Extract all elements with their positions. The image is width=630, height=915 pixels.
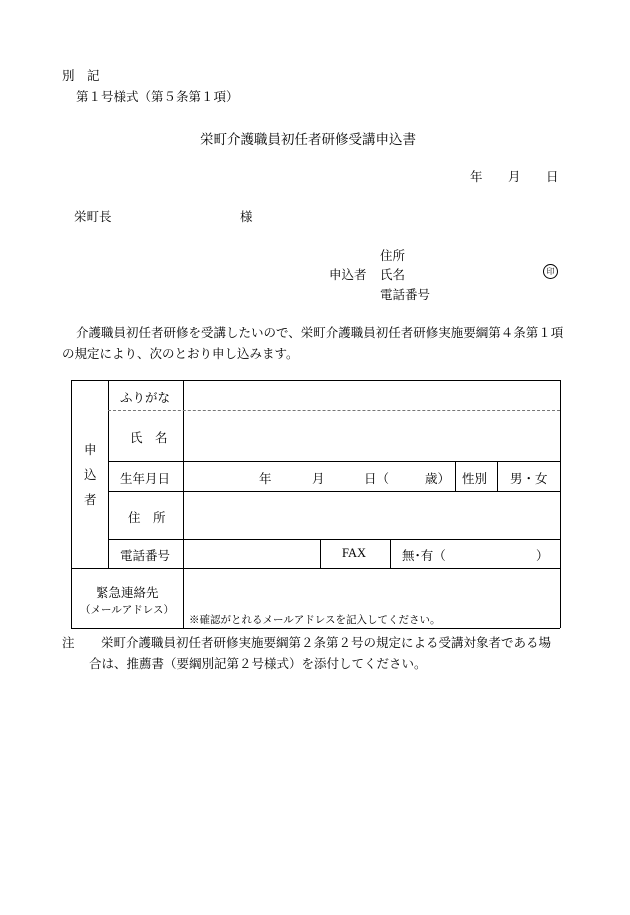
fax-label: FAX bbox=[342, 546, 367, 560]
table-divider-fax-right bbox=[390, 539, 391, 568]
annex-label: 別 記 bbox=[62, 68, 100, 83]
date-year: 年 bbox=[470, 169, 483, 184]
table-divider-gender-label bbox=[455, 461, 456, 491]
table-line-name bbox=[108, 461, 560, 462]
note-line2: 合は、推薦書（要綱別記第２号様式）を添付してください。 bbox=[89, 656, 427, 671]
table-border-bottom bbox=[71, 628, 560, 629]
address-label: 住 所 bbox=[128, 510, 166, 525]
applicant-name-label: 氏名 bbox=[380, 267, 406, 282]
gender-value: 男・女 bbox=[510, 471, 548, 486]
table-border-top bbox=[71, 380, 560, 381]
seal-mark-icon: 印 bbox=[543, 264, 558, 279]
phone-label: 電話番号 bbox=[120, 548, 171, 563]
table-line-address bbox=[108, 539, 560, 540]
applicant-address-label: 住所 bbox=[380, 248, 406, 263]
table-line-birth bbox=[108, 491, 560, 492]
date-day: 日 bbox=[546, 169, 559, 184]
date-month: 月 bbox=[508, 169, 521, 184]
side-label-2: 込 bbox=[84, 467, 97, 482]
note-label: 注 bbox=[62, 635, 75, 650]
side-label-1: 申 bbox=[84, 442, 97, 457]
furigana-label: ふりがな bbox=[120, 390, 171, 405]
applicant-phone-label: 電話番号 bbox=[380, 287, 431, 302]
table-line-phone bbox=[71, 568, 560, 569]
side-label-3: 者 bbox=[84, 492, 97, 507]
addressee-label: 栄町長 bbox=[74, 209, 112, 224]
birth-year: 年 bbox=[259, 471, 272, 486]
body-text-line1: 介護職員初任者研修を受講したいので、栄町介護職員初任者研修実施要綱第４条第１項 bbox=[76, 325, 564, 340]
applicant-label: 申込者 bbox=[329, 267, 367, 282]
birth-label: 生年月日 bbox=[120, 471, 171, 486]
table-divider-label bbox=[183, 380, 184, 628]
table-border-right bbox=[560, 380, 561, 628]
name-label: 氏 名 bbox=[130, 430, 168, 445]
addressee-honorific: 様 bbox=[240, 209, 253, 224]
table-border-left bbox=[71, 380, 72, 628]
birth-age: 歳） bbox=[425, 471, 451, 486]
page-title: 栄町介護職員初任者研修受講申込書 bbox=[200, 132, 416, 148]
fax-value: 無･有（ bbox=[402, 548, 446, 563]
fax-close: ） bbox=[536, 548, 549, 563]
table-dash-furigana bbox=[108, 410, 560, 411]
emergency-label: 緊急連絡先 bbox=[96, 585, 159, 600]
table-divider-gender-value bbox=[497, 461, 498, 491]
gender-label: 性別 bbox=[462, 471, 488, 486]
birth-day: 日（ bbox=[364, 471, 390, 486]
table-divider-fax-left bbox=[320, 539, 321, 568]
emergency-note: ※確認がとれるメールアドレスを記入してください。 bbox=[189, 614, 441, 626]
emergency-sublabel: （メールアドレス） bbox=[80, 604, 174, 616]
body-text-line2: の規定により、次のとおり申し込みます。 bbox=[62, 346, 299, 361]
note-line1: 栄町介護職員初任者研修実施要綱第２条第２号の規定による受講対象者である場 bbox=[101, 635, 552, 650]
birth-month: 月 bbox=[312, 471, 325, 486]
form-number: 第１号様式（第５条第１項） bbox=[76, 89, 239, 104]
